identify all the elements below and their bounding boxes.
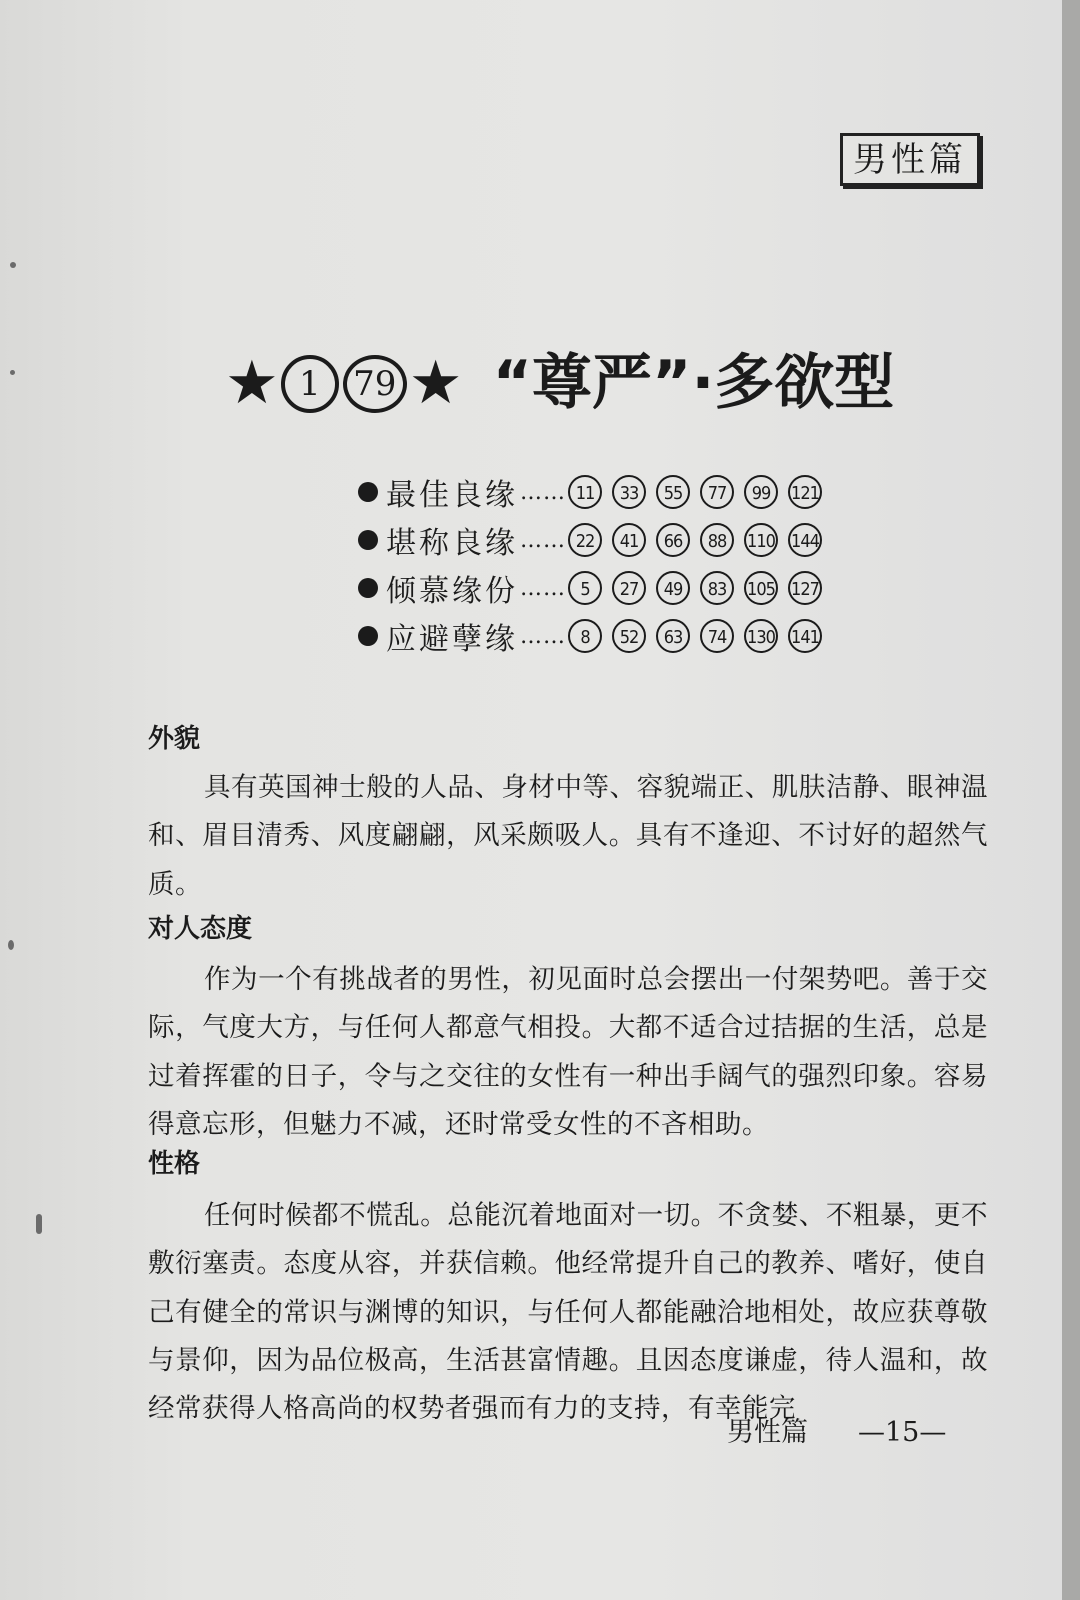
match-number: 33: [612, 475, 646, 509]
page-edge: [1062, 0, 1080, 1600]
page-number: —15—: [858, 1417, 947, 1448]
match-number: 144: [788, 523, 822, 557]
leader-dots: ……: [520, 479, 566, 505]
scan-speck: [8, 940, 14, 950]
paragraph-personality: 任何时候都不慌乱。总能沉着地面对一切。不贪婪、不粗暴，更不敷衍塞责。态度从容，并获信赖。他经常提升自己的教养、嗜好，使自己有健全的常识与渊博的知识，与任何人都能融洽地相处，故应获尊敬与景仰，因为品位极高，生活甚富情趣。且因态度谦虚，待人温和，故经常获得人格高尚的权势者强而有力的支持，有幸能完: [148, 1200, 988, 1425]
type-name: “尊严”·多欲型: [492, 348, 895, 418]
scan-speck: [10, 370, 15, 375]
match-number: 141: [788, 619, 822, 653]
compatibility-row: [358, 612, 832, 660]
match-number: 66: [656, 523, 690, 557]
section-tag: 男性篇: [840, 133, 980, 186]
match-number: 11: [568, 475, 602, 509]
match-number: 55: [656, 475, 690, 509]
star-icon: ★: [408, 348, 463, 418]
section-heading-personality: 性格: [148, 1149, 201, 1179]
match-number: 22: [568, 523, 602, 557]
type-title: [225, 345, 894, 421]
page-footer: [727, 1410, 946, 1449]
match-number: 127: [788, 571, 822, 605]
star-icon: ★: [225, 348, 279, 418]
match-number: 121: [788, 475, 822, 509]
bullet-icon: [358, 530, 378, 550]
compatibility-label: 最佳良缘: [386, 478, 518, 513]
circled-number: 79: [343, 355, 407, 413]
match-number: 74: [700, 619, 734, 653]
compatibility-row: [358, 564, 832, 612]
scan-speck: [10, 262, 16, 268]
match-number: 130: [744, 619, 778, 653]
scan-speck: [36, 1214, 42, 1234]
match-number: 27: [612, 571, 646, 605]
paragraph-appearance: 具有英国神士般的人品、身材中等、容貌端正、肌肤洁静、眼神温和、眉目清秀、风度翩翩，风采颇吸人。具有不逢迎、不讨好的超然气质。: [148, 772, 988, 900]
match-number: 77: [700, 475, 734, 509]
circled-number: 1: [281, 355, 339, 413]
match-number: 41: [612, 523, 646, 557]
bullet-icon: [358, 626, 378, 646]
compatibility-row: [358, 468, 832, 516]
bullet-icon: [358, 578, 378, 598]
match-number: 88: [700, 523, 734, 557]
match-number: 105: [744, 571, 778, 605]
compatibility-list: [358, 468, 832, 660]
match-number: 5: [568, 571, 602, 605]
match-number: 52: [612, 619, 646, 653]
match-number: 8: [568, 619, 602, 653]
match-number: 83: [700, 571, 734, 605]
bullet-icon: [358, 482, 378, 502]
compatibility-label: 应避孽缘: [386, 622, 518, 657]
leader-dots: ……: [520, 527, 566, 553]
compatibility-label: 堪称良缘: [386, 526, 518, 561]
leader-dots: ……: [520, 575, 566, 601]
paragraph-attitude: 作为一个有挑战者的男性，初见面时总会摆出一付架势吧。善于交际，气度大方，与任何人都意气相投。大都不适合过拮据的生活，总是过着挥霍的日子，令与之交往的女性有一种出手阔气的强烈印象。容易得意忘形，但魅力不减，还时常受女性的不吝相助。: [148, 964, 988, 1140]
match-number: 49: [656, 571, 690, 605]
footer-section-label: 男性篇: [727, 1417, 808, 1448]
compatibility-label: 倾慕缘份: [386, 574, 518, 609]
compatibility-row: [358, 516, 832, 564]
section-heading-appearance: 外貌: [148, 724, 201, 754]
leader-dots: ……: [520, 623, 566, 649]
match-number: 63: [656, 619, 690, 653]
section-heading-attitude: 对人态度: [148, 914, 253, 944]
match-number: 110: [744, 523, 778, 557]
match-number: 99: [744, 475, 778, 509]
